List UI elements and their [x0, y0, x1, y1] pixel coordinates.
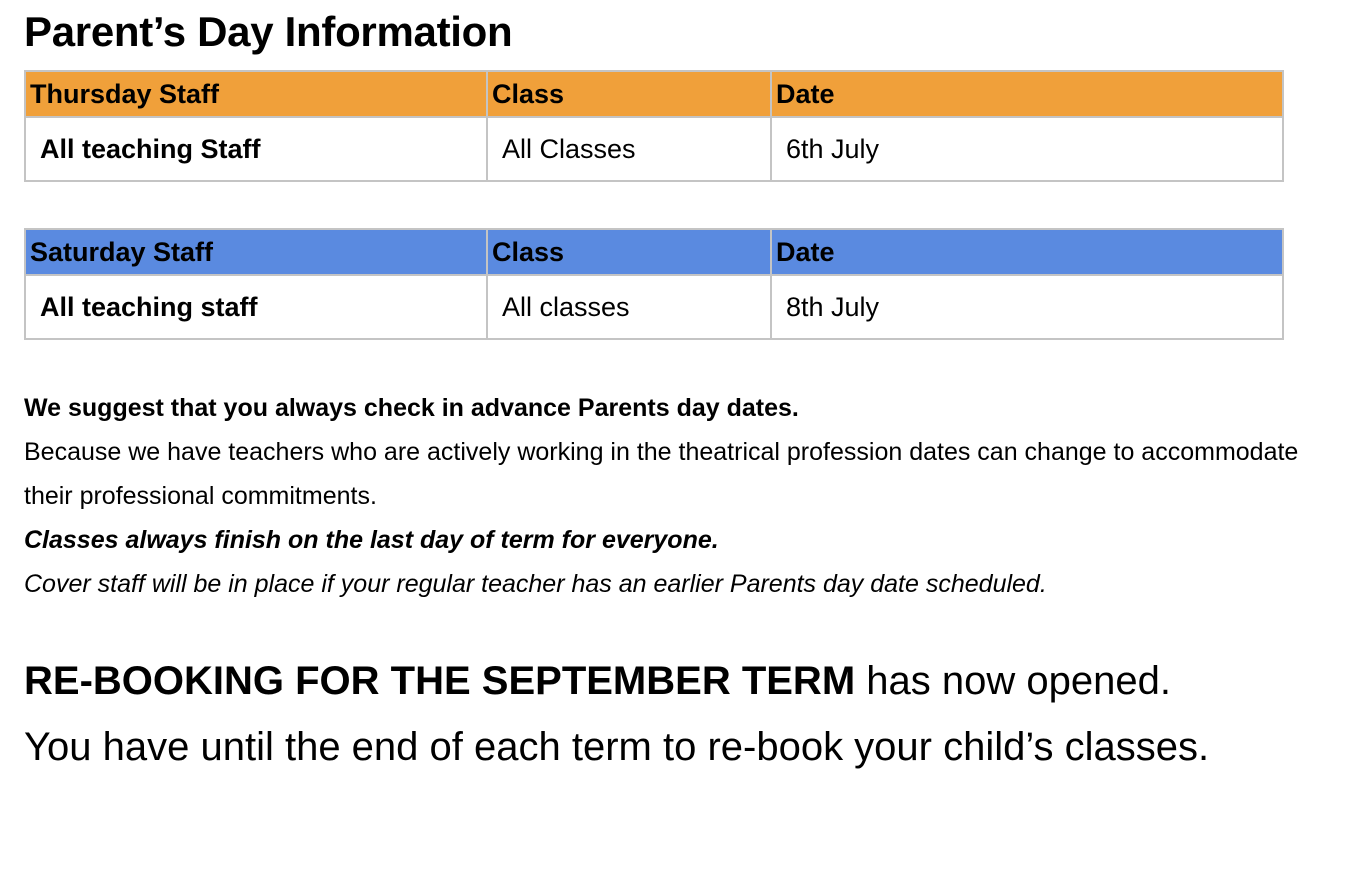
header-class: Class — [487, 229, 771, 275]
thursday-staff-table — [24, 70, 1284, 182]
rebooking-opened: has now opened. — [855, 659, 1171, 703]
cell-class: All Classes — [487, 117, 771, 181]
rebooking-line — [24, 648, 1324, 714]
suggest-note: We suggest that you always check in advance Parents day dates. — [24, 394, 799, 422]
saturday-staff-table — [24, 228, 1284, 340]
classes-finish-note: Classes always finish on the last day of term for everyone. — [24, 526, 719, 554]
header-date: Date — [771, 71, 1283, 117]
header-class: Class — [487, 71, 771, 117]
table-header-row — [25, 229, 1283, 275]
page-title: Parent’s Day Information — [24, 8, 513, 55]
notes-section — [24, 386, 1344, 606]
cell-date: 8th July — [771, 275, 1283, 339]
cover-staff-note: Cover staff will be in place if your regular teacher has an earlier Parents day date scheduled. — [24, 570, 1047, 598]
cell-staff: All teaching staff — [25, 275, 487, 339]
table-row — [25, 117, 1283, 181]
table-header-row — [25, 71, 1283, 117]
because-note: Because we have teachers who are actively working in the theatrical profession dates can change to accommodate their professional commitments. — [24, 438, 1299, 510]
rebooking-heading: RE-BOOKING FOR THE SEPTEMBER TERM — [24, 659, 856, 703]
rebooking-section — [24, 648, 1324, 780]
cell-date: 6th July — [771, 117, 1283, 181]
header-staff: Thursday Staff — [25, 71, 487, 117]
cell-class: All classes — [487, 275, 771, 339]
cell-staff: All teaching Staff — [25, 117, 487, 181]
header-date: Date — [771, 229, 1283, 275]
rebooking-until: You have until the end of each term to re-book your child’s classes. — [24, 725, 1210, 769]
table-row — [25, 275, 1283, 339]
header-staff: Saturday Staff — [25, 229, 487, 275]
